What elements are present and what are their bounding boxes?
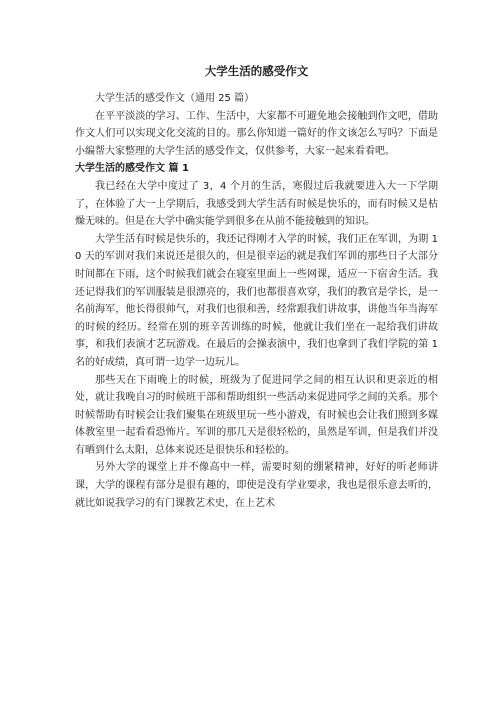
body-paragraph-2: 大学生活有时候是快乐的，我还记得刚才入学的时候，我们正在军训，为期 10 天的军训对我们来说还是很久的，但是很幸运的就是我们军训的那些日子大部分时间都在下雨，这个时候我们就会在寝室里面上一些网课，适应一下宿舍生活。我还记得我们的军训服装是很漂亮的，我们也都很喜欢穿，我们的教官是学长，是一名前海军，他长得很帅气，对我们也很和善，经常跟我们讲故事，讲他当年当海军的时候的经历。经常在别的班辛苦训练的时候，他就让我们坐在一起给我们讲故事，和我们表演才艺玩游戏。在最后的会操表演中，我们也拿到了我们学院的第 1 名的好成绩，真可谓一边学一边玩儿。 — [75, 233, 438, 368]
body-paragraph-3: 那些天在下雨晚上的时候，班级为了促进同学之间的相互认识和更亲近的相处，就让我晚自习的时候班干部和帮助组织一些活动来促进同学之间的关系。那个时候帮助有时候会让我们聚集在班级里玩一些小游戏，有时候也会让我们照到多媒体教室里一起看看恐怖片。军训的那几天是很轻松的，虽然是军训，但是我们并没有晒到什么太阳，总体来说还是很快乐和轻松的。 — [75, 374, 438, 456]
body-paragraph-1: 我已经在大学中度过了 3，4 个月的生活，寒假过后我就要进入大一下学期了，在体验了大一上学期后，我感受到大学生活有时候是快乐的，而有时候又是枯燥无味的。但是在大学中确实能学到很多在从前不能接触到的知识。 — [75, 180, 438, 228]
document-title: 大学生活的感受作文 — [204, 64, 309, 78]
intro-paragraph: 在平平淡淡的学习、工作、生活中，大家都不可避免地会接触到作文吧，借助作文人们可以实现文化交流的目的。那么你知道一篇好的作文该怎么写吗？下面是小编帮大家整理的大学生活的感受作文，仅供参考，大家一起来看看吧。 — [75, 110, 438, 157]
document-subtitle: 大学生活的感受作文（通用 25 篇） — [95, 93, 255, 104]
section-heading: 大学生活的感受作文 篇 1 — [75, 163, 189, 175]
body-paragraph-4: 另外大学的课堂上并不像高中一样，需要时刻的绷紧精神，好好的听老师讲课，大学的课程有部分是很有趣的，即使是没有学业要求，我也是很乐意去听的，就比如说我学习的有门课教艺术史，在上艺术 — [75, 462, 438, 509]
